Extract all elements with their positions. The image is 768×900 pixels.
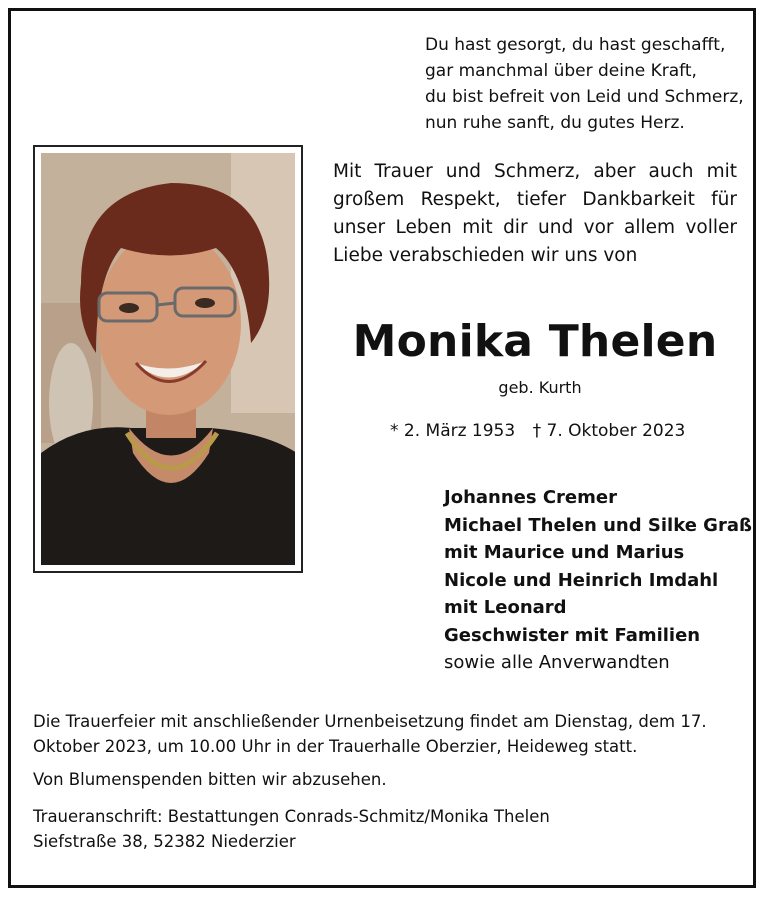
mourner-line: Johannes Cremer — [444, 487, 617, 508]
ceremony-info: Die Trauerfeier mit anschließender Urnenbeisetzung findet am Dienstag, dem 17. Oktober 2023, um 10.00 Uhr in der Trauerhalle Oberzier, Heideweg statt. — [33, 712, 707, 756]
flowers-note: Von Blumenspenden bitten wir abzusehen. — [33, 770, 387, 789]
notice-footer — [33, 709, 743, 854]
address-line-2: Siefstraße 38, 52382 Niederzier — [33, 832, 296, 851]
mourner-line: Nicole und Heinrich Imdahl — [444, 569, 719, 591]
poem-line: gar manchmal über deine Kraft, — [425, 61, 697, 81]
poem-line: du bist befreit von Leid und Schmerz, — [425, 87, 744, 107]
maiden-name: geb. Kurth — [498, 378, 582, 397]
birth-date: * 2. März 1953 — [390, 421, 516, 441]
portrait-illustration — [41, 153, 295, 565]
mourner-line: mit Leonard — [444, 597, 567, 618]
mourner-line: Geschwister mit Familien — [444, 624, 701, 646]
mourning-address — [33, 804, 743, 854]
deceased-name: Monika Thelen — [352, 316, 718, 367]
portrait-photo — [41, 153, 295, 565]
poem-line: nun ruhe sanft, du gutes Herz. — [425, 113, 685, 133]
life-dates — [390, 421, 685, 441]
address-line-1: Traueranschrift: Bestattungen Conrads-Schmitz/Monika Thelen — [33, 807, 550, 826]
portrait-frame — [33, 145, 303, 573]
mourners-closing: sowie alle Anverwandten — [444, 652, 670, 673]
death-date: † 7. Oktober 2023 — [532, 421, 686, 441]
mourners-list — [444, 484, 752, 677]
mourner-line: mit Maurice und Marius — [444, 542, 685, 563]
intro-text: Mit Trauer und Schmerz, aber auch mit großem Respekt, tiefer Dankbarkeit für unser Leben mit dir und vor allem voller Liebe verabschieden wir uns von — [333, 161, 737, 266]
mourner-line: Michael Thelen und Silke Graß — [444, 514, 752, 536]
poem — [425, 32, 755, 136]
poem-line: Du hast gesorgt, du hast geschafft, — [425, 35, 726, 55]
